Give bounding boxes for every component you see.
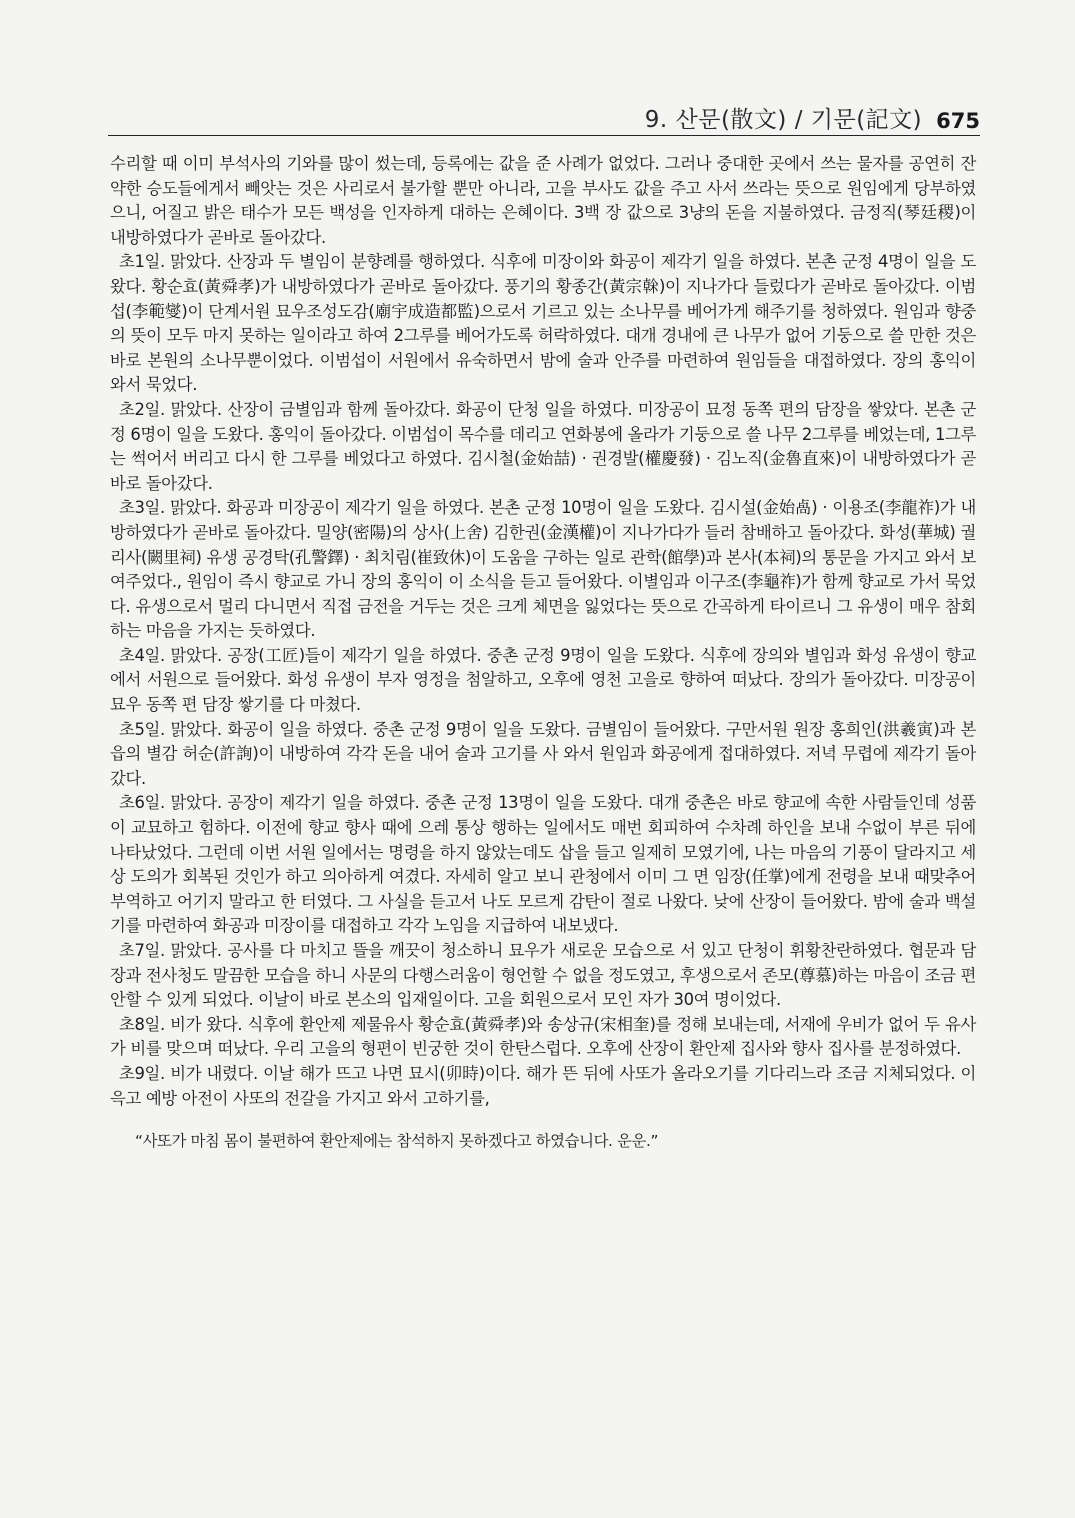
paragraph-day-5: 초5일. 맑았다. 화공이 일을 하였다. 중촌 군정 9명이 일을 도왔다. 금별임이 들어왔다. 구만서원 원장 홍희인(洪羲寅)과 본읍의 별감 허순(許詢)이 내방하여 각각 돈을 내어 술과 고기를 사 와서 원임과 화공에게 접대하였다. 저녁 무렵에 제각기 돌아갔다. bbox=[110, 719, 976, 788]
paragraph-continuation: 수리할 때 이미 부석사의 기와를 많이 썼는데, 등록에는 값을 준 사례가 없었다. 그러나 중대한 곳에서 쓰는 물자를 공연히 잔약한 승도들에게서 빼앗는 것은 사리로서 불가할 뿐만 아니라, 고을 부사도 값을 주고 사서 쓰라는 뜻으로 원임에게 당부하였으니, 어질고 밝은 태수가 모든 백성을 인자하게 대하는 은혜이다. 3백 장 값으로 3냥의 돈을 지불하였다. 금정직(琴廷稷)이 내방하였다가 곧바로 돌아갔다. bbox=[110, 154, 976, 247]
block-quote: “사또가 마침 몸이 불편하여 환안제에는 참석하지 못하겠다고 하였습니다. 운운.” bbox=[135, 1132, 659, 1151]
paragraph-day-2: 초2일. 맑았다. 산장이 금별임과 함께 돌아갔다. 화공이 단청 일을 하였다. 미장공이 묘정 동쪽 편의 담장을 쌓았다. 본촌 군정 6명이 일을 도왔다. 홍익이 돌아갔다. 이범섭이 목수를 데리고 연화봉에 올라가 기둥으로 쓸 나무 2그루를 베었는데, 1그루는 썩어서 버리고 다시 한 그루를 베었다고 하였다. 김시철(金始喆) · 권경발(權慶發) · 김노직(金魯直來)이 내방하였다가 곧바로 돌아갔다. bbox=[110, 399, 976, 493]
paragraph-day-6: 초6일. 맑았다. 공장이 제각기 일을 하였다. 중촌 군정 13명이 일을 도왔다. 대개 중촌은 바로 향교에 속한 사람들인데 성품이 교묘하고 험하다. 이전에 향교 향사 때에 으레 통상 행하는 일에서도 매번 회피하여 수차례 하인을 보내 수없이 부른 뒤에 나타났었다. 그런데 이번 서원 일에서는 명령을 하지 않았는데도 삽을 들고 일제히 모였기에, 나는 마음의 기풍이 달라지고 세상 도의가 회복된 것인가 하고 의아하게 여겼다. 자세히 알고 보니 관청에서 이미 그 면 임장(任掌)에게 전령을 보내 때맞추어 부역하고 어기지 말라고 한 터였다. 그 사실을 듣고서 나도 모르게 감탄이 절로 나왔다. 낮에 산장이 들어왔다. 밤에 술과 백설기를 마련하여 화공과 미장이를 대접하고 각각 노임을 지급하여 내보냈다. bbox=[110, 793, 976, 936]
header-rule bbox=[108, 135, 980, 136]
body-text bbox=[110, 152, 976, 1154]
running-header bbox=[108, 96, 980, 132]
paragraph-day-4: 초4일. 맑았다. 공장(工匠)들이 제각기 일을 하였다. 중촌 군정 9명이 일을 도왔다. 식후에 장의와 별임과 화성 유생이 향교에서 서원으로 들어왔다. 화성 유생이 부자 영정을 첨알하고, 오후에 영천 고을로 향하여 떠났다. 장의가 돌아갔다. 미장공이 묘우 동쪽 편 담장 쌓기를 다 마쳤다. bbox=[110, 645, 976, 715]
chapter-title: 9. 산문(散文) / 기문(記文) bbox=[644, 107, 923, 133]
paragraph-day-3: 초3일. 맑았다. 화공과 미장공이 제각기 일을 하였다. 본촌 군정 10명이 일을 도왔다. 김시설(金始卨) · 이용조(李龍祚)가 내방하였다가 곧바로 돌아갔다. 밀양(密陽)의 상사(上舍) 김한권(金漢權)이 지나가다가 들러 참배하고 돌아갔다. 화성(華城) 궐리사(闕里祠) 유생 공경탁(孔警鐸) · 최치림(崔致休)이 도움을 구하는 일로 관학(館學)과 본사(本祠)의 통문을 가지고 와서 보여주었다., 원임이 즉시 향교로 가니 장의 홍익이 이 소식을 듣고 들어왔다. 이별임과 이구조(李龜祚)가 함께 향교로 가서 묵었다. 유생으로서 멀리 다니면서 직접 금전을 거두는 것은 크게 체면을 잃었다는 뜻으로 간곡하게 타이르니 그 유생이 매우 참회하는 마음을 가지는 듯하였다. bbox=[110, 498, 976, 641]
paragraph-day-8: 초8일. 비가 왔다. 식후에 환안제 제물유사 황순효(黃舜孝)와 송상규(宋相奎)를 정해 보내는데, 서재에 우비가 없어 두 유사가 비를 맞으며 떠났다. 우리 고을의 형편이 빈궁한 것이 한탄스럽다. 오후에 산장이 환안제 집사와 향사 집사를 분정하였다. bbox=[110, 1014, 976, 1059]
paragraph-day-1: 초1일. 맑았다. 산장과 두 별임이 분향례를 행하였다. 식후에 미장이와 화공이 제각기 일을 하였다. 본촌 군정 4명이 일을 도왔다. 황순효(黃舜孝)가 내방하였다가 곧바로 돌아갔다. 풍기의 황종간(黃宗榦)이 지나가다 들렀다가 곧바로 돌아갔다. 이범섭(李範燮)이 단계서원 묘우조성도감(廟宇成造都監)으로서 기르고 있는 소나무를 베어가게 해주기를 청하였다. 원임과 향중의 뜻이 모두 마지 못하는 일이라고 하여 2그루를 베어가도록 허락하였다. 대개 경내에 큰 나무가 없어 기둥으로 쓸 만한 것은 바로 본원의 소나무뿐이었다. 이범섭이 서원에서 유숙하면서 밤에 술과 안주를 마련하여 원임들을 대접하였다. 장의 홍익이 와서 묵었다. bbox=[110, 252, 976, 395]
page-number: 675 bbox=[936, 109, 980, 133]
paragraph-day-7: 초7일. 맑았다. 공사를 다 마치고 뜰을 깨끗이 청소하니 묘우가 새로운 모습으로 서 있고 단청이 휘황찬란하였다. 협문과 담장과 전사청도 말끔한 모습을 하니 사문의 다행스러움이 형언할 수 없을 정도였고, 후생으로서 존모(尊慕)하는 마음이 조금 편안할 수 있게 되었다. 이날이 바로 본소의 입재일이다. 고을 회원으로서 모인 자가 30여 명이었다. bbox=[110, 941, 976, 1010]
paragraph-day-9: 초9일. 비가 내렸다. 이날 해가 뜨고 나면 묘시(卯時)이다. 해가 뜬 뒤에 사또가 올라오기를 기다리느라 조금 지체되었다. 이윽고 예방 아전이 사또의 전갈을 가지고 와서 고하기를, bbox=[110, 1063, 976, 1108]
